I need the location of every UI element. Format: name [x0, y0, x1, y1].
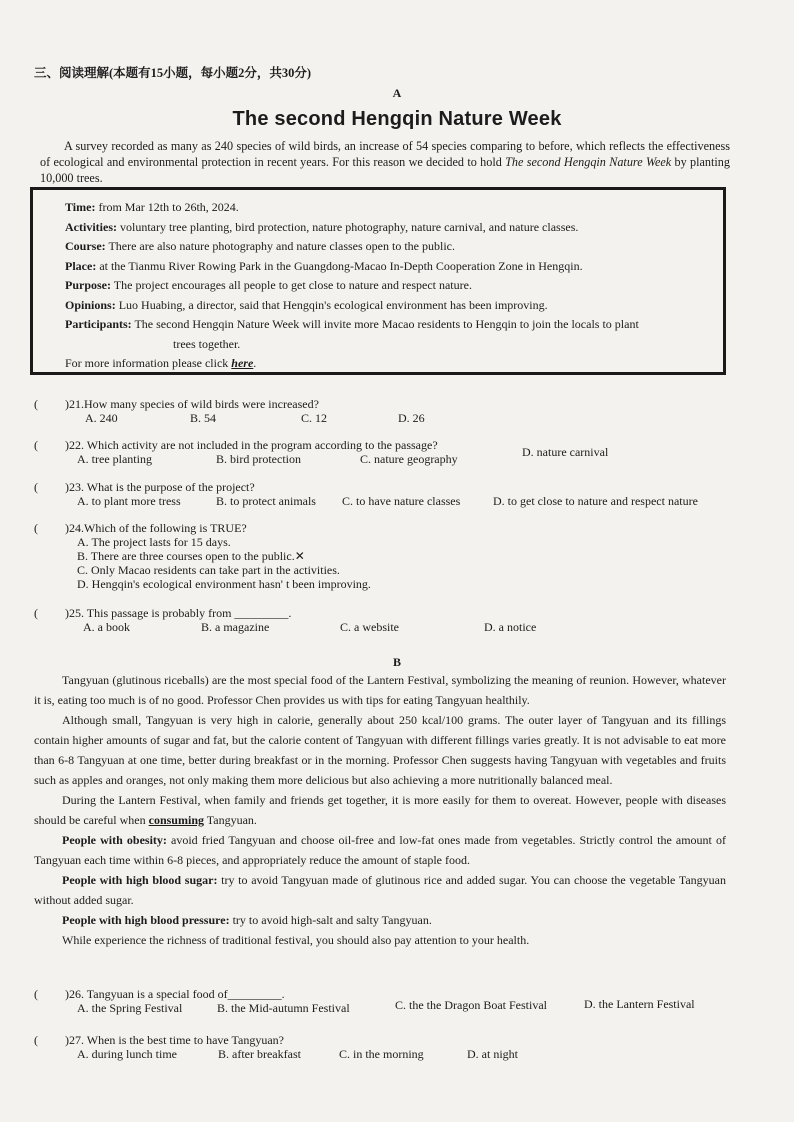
- question-23: [34, 480, 698, 508]
- blood-pressure-text: try to avoid high-salt and salty Tangyuan.: [229, 913, 432, 927]
- passage-a-title: The second Hengqin Nature Week: [232, 108, 562, 130]
- activities-label: Activities:: [65, 219, 117, 234]
- option-a[interactable]: A. the Spring Festival: [77, 1001, 183, 1015]
- answer-bracket[interactable]: (: [34, 987, 38, 1001]
- question-25: [34, 606, 537, 634]
- option-c[interactable]: C. the the Dragon Boat Festival: [395, 998, 547, 1012]
- option-a[interactable]: A. 240: [85, 411, 118, 425]
- question-21: [34, 397, 425, 425]
- option-b[interactable]: B. the Mid-autumn Festival: [217, 1001, 350, 1015]
- blood-sugar-label: People with high blood sugar:: [62, 873, 218, 887]
- option-c[interactable]: C. a website: [340, 620, 399, 634]
- passage-b-paragraph: [34, 870, 726, 910]
- info-purpose: [65, 276, 715, 296]
- section-heading: 三、阅读理解(本题有15小题，每小题2分，共30分): [34, 66, 312, 80]
- course-value: There are also nature photography and nature classes open to the public.: [105, 239, 455, 253]
- info-course: [65, 237, 715, 257]
- answer-bracket[interactable]: (: [34, 1033, 38, 1047]
- passage-b-paragraph: [34, 790, 726, 830]
- opinions-label: Opinions:: [65, 297, 116, 312]
- info-opinions: [65, 296, 715, 316]
- p3-text: During the Lantern Festival, when family and friends get together, it is more easily for them to overeat. However, people with diseases should be careful when: [34, 793, 726, 827]
- question-stem: )24.Which of the following is TRUE?: [65, 521, 247, 535]
- option-a[interactable]: A. a book: [83, 620, 130, 634]
- question-24: [34, 521, 371, 591]
- answer-bracket[interactable]: (: [34, 397, 38, 411]
- question-stem: )23. What is the purpose of the project?: [65, 480, 255, 494]
- passage-b-paragraph: Tangyuan (glutinous riceballs) are the most special food of the Lantern Festival, symbolizing the meaning of reunion. However, whatever it is, eating too much is of no good. Professor Chen provides us with tips for eating Tangyuan healthily.: [34, 673, 726, 707]
- option-b[interactable]: B. 54: [190, 411, 217, 425]
- answer-bracket[interactable]: (: [34, 480, 38, 494]
- option-d[interactable]: D. nature carnival: [522, 445, 609, 459]
- more-info-link[interactable]: here: [231, 356, 254, 370]
- passage-b-paragraph: While experience the richness of traditional festival, you should also pay attention to your health.: [62, 933, 530, 947]
- question-27: [34, 1033, 518, 1061]
- time-value: from Mar 12th to 26th, 2024.: [95, 200, 239, 214]
- question-stem: )22. Which activity are not included in the program according to the passage?: [65, 438, 438, 452]
- passage-b-letter: B: [392, 655, 401, 669]
- option-c[interactable]: C. to have nature classes: [342, 494, 461, 508]
- info-place: [65, 257, 715, 277]
- option-b[interactable]: B. There are three courses open to the public.✕: [77, 549, 305, 563]
- intro-italic-title: The second Hengqin Nature Week: [505, 155, 672, 169]
- info-participants: [65, 315, 715, 335]
- question-stem: )27. When is the best time to have Tangyuan?: [65, 1033, 284, 1047]
- answer-bracket[interactable]: (: [34, 521, 38, 535]
- option-b[interactable]: B. a magazine: [201, 620, 270, 634]
- option-b[interactable]: B. after breakfast: [218, 1047, 301, 1061]
- option-c[interactable]: C. in the morning: [339, 1047, 424, 1061]
- underlined-word: consuming: [148, 813, 204, 827]
- obesity-text: avoid fried Tangyuan and choose oil-free and low-fat ones made from vegetables. Strictly control the amount of Tangyuan each time within 6-8 pieces, and appropriately reduce the amount of staple food.: [34, 833, 727, 867]
- participants-label: Participants:: [65, 317, 132, 331]
- participants-value: The second Hengqin Nature Week will invite more Macao residents to Hengqin to join the locals to plant: [131, 317, 639, 331]
- question-22: [34, 438, 609, 466]
- question-stem: )25. This passage is probably from _________.: [65, 606, 292, 620]
- info-time: [65, 198, 715, 218]
- p3-text-end: Tangyuan.: [204, 813, 257, 827]
- passage-b-paragraph: [34, 830, 726, 870]
- option-b[interactable]: B. to protect animals: [216, 494, 316, 508]
- option-a[interactable]: A. The project lasts for 15 days.: [77, 535, 231, 549]
- more-info-end: .: [253, 356, 257, 370]
- option-d[interactable]: D. a notice: [484, 620, 537, 634]
- passage-b-paragraph: Although small, Tangyuan is very high in calorie, generally about 250 kcal/100 grams. The outer layer of Tangyuan and its fillings contain higher amounts of sugar and fat, but the calorie content of Tangyuan with different fillings varies greatly. It is not advisable to eat more than 6-8 Tangyuan at one time, better during breakfast or in the morning. Professor Chen suggests having Tangyuan with vegetables and fruits such as apples and oranges, not only making them more delicious but also achieving a more nutritionally balanced meal.: [34, 713, 726, 787]
- option-c[interactable]: C. 12: [301, 411, 328, 425]
- course-label: Course:: [65, 239, 106, 253]
- passage-b-paragraph: [34, 910, 726, 930]
- option-d[interactable]: D. to get close to nature and respect nature: [493, 494, 698, 508]
- activities-value: voluntary tree planting, bird protection, nature photography, nature carnival, and nature classes.: [116, 219, 579, 234]
- option-a[interactable]: A. during lunch time: [77, 1047, 177, 1061]
- blood-pressure-label: People with high blood pressure:: [62, 913, 230, 927]
- option-a[interactable]: A. tree planting: [77, 452, 152, 466]
- option-c[interactable]: C. nature geography: [360, 452, 458, 466]
- obesity-label: People with obesity:: [62, 833, 167, 847]
- purpose-label: Purpose:: [65, 278, 111, 292]
- answer-bracket[interactable]: (: [34, 438, 38, 452]
- answer-bracket[interactable]: (: [34, 606, 38, 620]
- option-d[interactable]: D. at night: [467, 1047, 518, 1061]
- info-more: [65, 354, 715, 374]
- opinions-value: Luo Huabing, a director, said that Hengqin's ecological environment has been improving.: [115, 297, 548, 312]
- event-info-box: [30, 187, 726, 375]
- passage-a-letter: A: [392, 86, 402, 100]
- info-participants-cont: trees together.: [173, 336, 241, 351]
- time-label: Time:: [65, 200, 96, 214]
- purpose-value: The project encourages all people to get close to nature and respect nature.: [111, 278, 472, 292]
- option-b[interactable]: B. bird protection: [216, 452, 301, 466]
- more-info-text: For more information please click: [65, 356, 232, 370]
- blood-sugar-text: try to avoid Tangyuan made of glutinous rice and added sugar. You can choose the vegetable Tangyuan without added sugar.: [34, 873, 726, 907]
- place-label: Place:: [65, 258, 97, 273]
- question-26: [34, 987, 695, 1015]
- option-d[interactable]: D. 26: [398, 411, 425, 425]
- passage-a-intro: [40, 138, 730, 186]
- info-activities: [65, 218, 715, 238]
- option-d[interactable]: D. Hengqin's ecological environment hasn' t been improving.: [77, 577, 371, 591]
- option-d[interactable]: D. the Lantern Festival: [584, 997, 695, 1011]
- option-a[interactable]: A. to plant more tress: [77, 494, 181, 508]
- passage-b-body: [34, 670, 726, 950]
- place-value: at the Tianmu River Rowing Park in the Guangdong-Macao In-Depth Cooperation Zone in Hengqin.: [96, 258, 583, 273]
- option-c[interactable]: C. Only Macao residents can take part in the activities.: [77, 563, 340, 577]
- intro-text: A survey recorded as many as 240 species of wild birds, an increase of 54 species comparing to before, which reflects the effectiveness of ecological and environmental protection in recent years. For this reason we decided to hold: [40, 139, 730, 169]
- intro-text-end: by planting 10,000 trees.: [40, 155, 730, 185]
- question-stem: )21.How many species of wild birds were increased?: [65, 397, 319, 411]
- question-stem: )26. Tangyuan is a special food of_________.: [65, 987, 285, 1001]
